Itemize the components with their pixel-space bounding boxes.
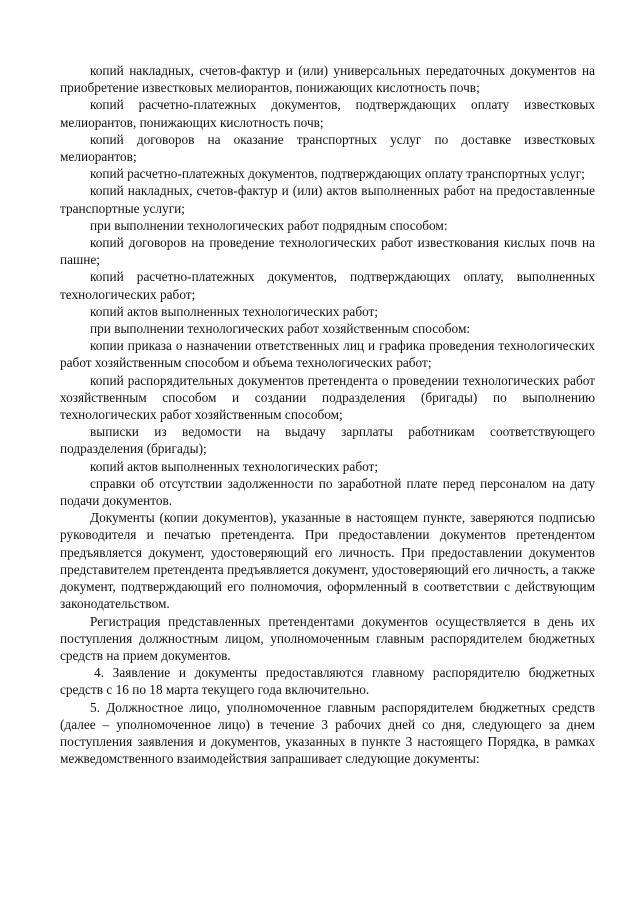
paragraph: копий расчетно-платежных документов, подтверждающих оплату, выполненных технологических работ; <box>60 269 595 302</box>
paragraph: копий расчетно-платежных документов, подтверждающих оплату известковых мелиорантов, понижающих кислотность почв; <box>60 97 595 130</box>
paragraph: копий актов выполненных технологических работ; <box>90 303 379 319</box>
paragraph: Документы (копии документов), указанные в настоящем пункте, заверяются подписью руководителя и печатью претендента. При предоставлении документов претендентом предъявляется документ, удостоверяющий его личность. При предоставлении документов представителем претендента предъявляется документ, удостоверяющий его личность, а также документ, подтверждающий его полномочия, оформленный в соответствии с действующим законодательством. <box>60 510 595 612</box>
paragraph: выписки из ведомости на выдачу зарплаты работникам соответствующего подразделения (бригады); <box>60 424 595 457</box>
paragraph: 4. Заявление и документы предоставляются главному распорядителю бюджетных средств с 16 по 18 марта текущего года включительно. <box>60 665 595 698</box>
paragraph: 5. Должностное лицо, уполномоченное главным распорядителем бюджетных средств (далее – уполномоченное лицо) в течение 3 рабочих дней со дня, следующего за днем поступления заявления и документов, указанных в пункте 3 настоящего Порядка, в рамках межведомственного взаимодействия запрашивает следующие документы: <box>60 699 595 767</box>
paragraph: копий накладных, счетов-фактур и (или) универсальных передаточных документов на приобретение известковых мелиорантов, понижающих кислотность почв; <box>60 63 595 96</box>
document-page <box>60 62 595 767</box>
paragraph: копий распорядительных документов претендента о проведении технологических работ хозяйственным способом и создании подразделения (бригады) по выполнению технологических работ хозяйственным способом; <box>60 372 595 423</box>
paragraph: при выполнении технологических работ подрядным способом: <box>90 217 448 233</box>
paragraph: копий актов выполненных технологических работ; <box>90 458 379 474</box>
paragraph: Регистрация представленных претендентами документов осуществляется в день их поступления должностным лицом, уполномоченным главным распорядителем бюджетных средств на прием документов. <box>60 613 595 663</box>
paragraph: при выполнении технологических работ хозяйственным способом: <box>90 321 471 337</box>
paragraph: справки об отсутствии задолженности по заработной плате перед персоналом на дату подачи документов. <box>60 475 595 509</box>
paragraph: копий расчетно-платежных документов, подтверждающих оплату транспортных услуг; <box>90 166 585 182</box>
paragraph: копии приказа о назначении ответственных лиц и графика проведения технологических работ хозяйственным способом и объема технологических работ; <box>60 338 595 371</box>
paragraph: копий договоров на оказание транспортных услуг по доставке известковых мелиорантов; <box>60 131 595 165</box>
paragraph: копий договоров на проведение технологических работ известкования кислых почв на пашне; <box>60 235 595 268</box>
paragraph: копий накладных, счетов-фактур и (или) актов выполненных работ на предоставленные транспортные услуги; <box>60 183 595 216</box>
